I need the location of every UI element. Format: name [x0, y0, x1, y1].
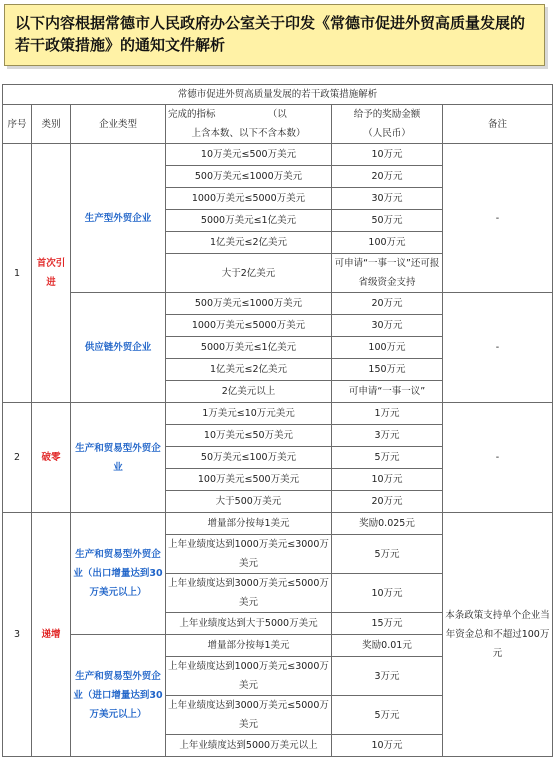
table-row — [3, 144, 553, 166]
reward-cell: 3万元 — [332, 425, 443, 447]
caption-row — [3, 85, 553, 105]
indicator-cell: 10万美元≤500万美元 — [166, 144, 332, 166]
reward-cell: 10万元 — [332, 469, 443, 491]
category-cell: 递增 — [32, 513, 71, 757]
header-box — [4, 4, 545, 66]
col-header-category: 类别 — [32, 105, 71, 144]
col-header-reward — [332, 105, 443, 144]
indicator-cell: 1000万美元≤5000万美元 — [166, 188, 332, 210]
col-header-type: 企业类型 — [71, 105, 166, 144]
indicator-cell: 上年业绩度达到大于5000万美元 — [166, 613, 332, 635]
enterprise-type-cell: 生产和贸易型外贸企业（出口增量达到30万美元以上） — [71, 513, 166, 635]
enterprise-type-cell: 生产型外贸企业 — [71, 144, 166, 293]
reward-cell: 10万元 — [332, 574, 443, 613]
category-cell: 首次引进 — [32, 144, 71, 403]
reward-cell: 5万元 — [332, 535, 443, 574]
reward-header-line1: 给予的奖励金额 — [353, 109, 421, 120]
reward-header-line2: （人民币） — [363, 128, 411, 139]
row-number: 2 — [3, 403, 32, 513]
reward-cell: 150万元 — [332, 359, 443, 381]
indicator-cell: 大于500万美元 — [166, 491, 332, 513]
reward-cell: 5万元 — [332, 696, 443, 735]
reward-cell: 50万元 — [332, 210, 443, 232]
reward-cell: 15万元 — [332, 613, 443, 635]
col-header-note: 备注 — [443, 105, 553, 144]
policy-table — [2, 84, 553, 757]
note-cell: - — [443, 144, 553, 293]
row-number: 1 — [3, 144, 32, 403]
table-row — [3, 513, 553, 535]
document-title: 以下内容根据常德市人民政府办公室关于印发《常德市促进外贸高质量发展的若干政策措施》的通知文件解析 — [15, 14, 526, 54]
reward-cell: 奖励0.01元 — [332, 635, 443, 657]
indicator-cell: 5000万美元≤1亿美元 — [166, 210, 332, 232]
reward-cell: 100万元 — [332, 232, 443, 254]
indicator-cell: 大于2亿美元 — [166, 254, 332, 293]
enterprise-type-cell: 供应链外贸企业 — [71, 293, 166, 403]
reward-cell: 100万元 — [332, 337, 443, 359]
reward-cell: 20万元 — [332, 166, 443, 188]
table-row — [3, 293, 553, 315]
reward-cell: 30万元 — [332, 315, 443, 337]
note-cell: - — [443, 403, 553, 513]
reward-cell: 1万元 — [332, 403, 443, 425]
note-cell: - — [443, 293, 553, 403]
reward-cell: 5万元 — [332, 447, 443, 469]
category-cell: 破零 — [32, 403, 71, 513]
indicator-cell: 500万美元≤1000万美元 — [166, 293, 332, 315]
enterprise-type-cell: 生产和贸易型外贸企业（进口增量达到30万美元以上） — [71, 635, 166, 757]
indicator-cell: 2亿美元以上 — [166, 381, 332, 403]
reward-cell: 20万元 — [332, 293, 443, 315]
note-cell: 本条政策支持单个企业当年资金总和不超过100万元 — [443, 513, 553, 757]
reward-cell: 30万元 — [332, 188, 443, 210]
indicator-cell: 1亿美元≤2亿美元 — [166, 359, 332, 381]
reward-cell: 10万元 — [332, 735, 443, 757]
col-header-no: 序号 — [3, 105, 32, 144]
reward-cell: 3万元 — [332, 657, 443, 696]
indicator-cell: 上年业绩度达到3000万美元≤5000万美元 — [166, 574, 332, 613]
reward-cell: 奖励0.025元 — [332, 513, 443, 535]
reward-cell: 可申请“一事一议”还可报省级资金支持 — [332, 254, 443, 293]
indicator-cell: 上年业绩度达到1000万美元≤3000万美元 — [166, 657, 332, 696]
col-header-indicator — [166, 105, 332, 144]
table-caption: 常德市促进外贸高质量发展的若干政策措施解析 — [3, 85, 553, 105]
indicator-cell: 上年业绩度达到1000万美元≤3000万美元 — [166, 535, 332, 574]
indicator-cell: 100万美元≤500万美元 — [166, 469, 332, 491]
indicator-cell: 增量部分按每1美元 — [166, 513, 332, 535]
indicator-header-line2: 上含本数、以下不含本数） — [191, 128, 306, 139]
indicator-cell: 1000万美元≤5000万美元 — [166, 315, 332, 337]
policy-table-body — [3, 85, 553, 757]
indicator-cell: 增量部分按每1美元 — [166, 635, 332, 657]
indicator-cell: 1万美元≤10万元美元 — [166, 403, 332, 425]
reward-cell: 10万元 — [332, 144, 443, 166]
reward-cell: 20万元 — [332, 491, 443, 513]
indicator-cell: 50万美元≤100万美元 — [166, 447, 332, 469]
table-row — [3, 403, 553, 425]
indicator-header-line1: 完成的指标 （以 — [168, 109, 287, 120]
indicator-cell: 1亿美元≤2亿美元 — [166, 232, 332, 254]
reward-cell: 可申请“一事一议” — [332, 381, 443, 403]
indicator-cell: 500万美元≤1000万美元 — [166, 166, 332, 188]
header-row — [3, 105, 553, 144]
indicator-cell: 10万美元≤50万美元 — [166, 425, 332, 447]
indicator-cell: 5000万美元≤1亿美元 — [166, 337, 332, 359]
indicator-cell: 上年业绩度达到5000万美元以上 — [166, 735, 332, 757]
row-number: 3 — [3, 513, 32, 757]
indicator-cell: 上年业绩度达到3000万美元≤5000万美元 — [166, 696, 332, 735]
enterprise-type-cell: 生产和贸易型外贸企业 — [71, 403, 166, 513]
